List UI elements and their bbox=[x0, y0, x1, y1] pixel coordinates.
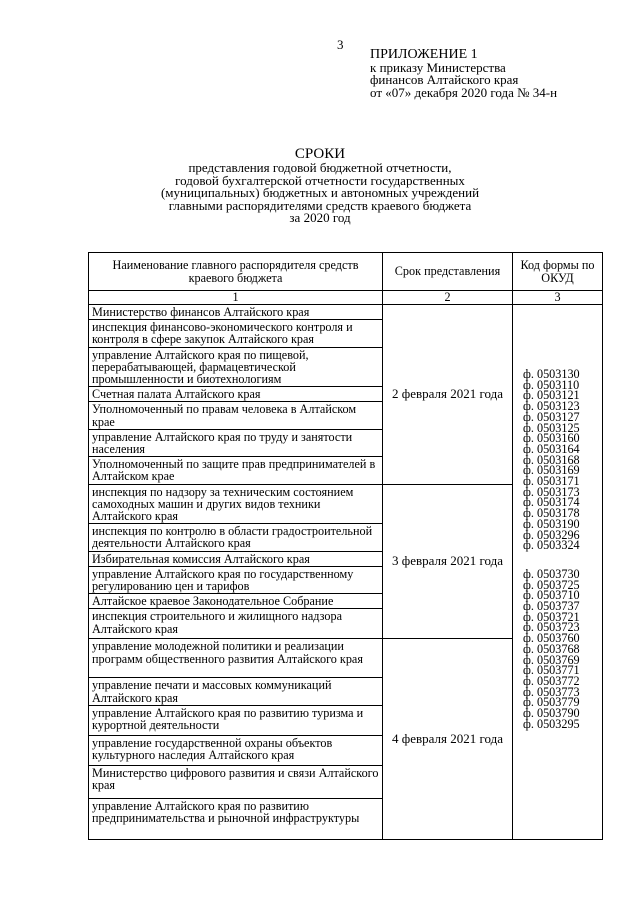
form-codes-group bbox=[523, 369, 599, 551]
form-code: ф. 0503160 bbox=[523, 431, 580, 446]
form-code: ф. 0503723 bbox=[523, 620, 580, 635]
table-row: Министерство цифрового развития и связи Алтайского края bbox=[89, 765, 383, 798]
form-codes-cell bbox=[513, 305, 603, 840]
form-code: ф. 0503725 bbox=[523, 577, 580, 592]
heading-line: главными распорядителями средств краевого бюджета bbox=[168, 197, 472, 213]
form-code: ф. 0503769 bbox=[523, 652, 580, 667]
form-code: ф. 0503164 bbox=[523, 441, 580, 456]
form-code: ф. 0503123 bbox=[523, 399, 580, 414]
form-code: ф. 0503779 bbox=[523, 695, 580, 710]
heading-main: СРОКИ bbox=[294, 146, 346, 162]
heading-line: (муниципальных) бюджетных и автономных учреждений bbox=[160, 185, 480, 201]
deadline-cell: 2 февраля 2021 года bbox=[383, 305, 513, 485]
form-code: ф. 0503773 bbox=[523, 684, 580, 699]
table-row: Министерство финансов Алтайского края bbox=[89, 305, 383, 320]
table-row: инспекция строительного и жилищного надзора Алтайского края bbox=[89, 609, 383, 639]
form-code: ф. 0503730 bbox=[523, 566, 580, 581]
table-row: Счетная палата Алтайского края bbox=[89, 387, 383, 402]
table-row: Избирательная комиссия Алтайского края bbox=[89, 551, 383, 566]
form-code: ф. 0503760 bbox=[523, 631, 580, 646]
table-row: инспекция финансово-экономического контроля и контроля в сфере закупок Алтайского края bbox=[89, 320, 383, 347]
table-row: инспекция по контролю в области градостроительной деятельности Алтайского края bbox=[89, 524, 383, 551]
form-code: ф. 0503296 bbox=[523, 527, 580, 542]
table-row: Уполномоченный по защите прав предпринимателей в Алтайском крае bbox=[89, 457, 383, 484]
table-row: управление Алтайского края по пищевой, перерабатывающей, фармацевтической промышленности и биотехнологиям bbox=[89, 347, 383, 387]
table-row: управление Алтайского края по труду и занятости населения bbox=[89, 429, 383, 456]
form-code: ф. 0503125 bbox=[523, 420, 580, 435]
form-code: ф. 0503771 bbox=[523, 663, 580, 678]
form-code: ф. 0503190 bbox=[523, 516, 580, 531]
form-code: ф. 0503110 bbox=[523, 377, 580, 392]
appendix-line: к приказу Министерства bbox=[370, 59, 506, 75]
form-code: ф. 0503173 bbox=[523, 484, 580, 499]
header-form-code: Код формы по ОКУД bbox=[513, 253, 603, 291]
form-code: ф. 0503127 bbox=[523, 409, 580, 424]
appendix-line: от «07» декабря 2020 года № 34-н bbox=[370, 84, 558, 100]
table-row: управление молодежной политики и реализации программ общественного развития Алтайского края bbox=[89, 639, 383, 678]
form-code: ф. 0503171 bbox=[523, 474, 580, 489]
form-code: ф. 0503324 bbox=[523, 538, 580, 553]
table-row: управление печати и массовых коммуникаций Алтайского края bbox=[89, 678, 383, 705]
form-code: ф. 0503710 bbox=[523, 588, 580, 603]
column-number: 3 bbox=[513, 291, 603, 305]
form-code: ф. 0503295 bbox=[523, 716, 580, 731]
form-code: ф. 0503790 bbox=[523, 706, 580, 721]
form-code: ф. 0503174 bbox=[523, 495, 580, 510]
heading-line: за 2020 год bbox=[289, 210, 351, 226]
appendix-line: финансов Алтайского края bbox=[370, 72, 519, 88]
heading-line: представления годовой бюджетной отчетности, bbox=[188, 160, 452, 175]
document-heading bbox=[0, 146, 640, 225]
form-code: ф. 0503121 bbox=[523, 388, 580, 403]
form-code: ф. 0503168 bbox=[523, 452, 580, 467]
heading-line: годовой бухгалтерской отчетности государственных bbox=[175, 172, 465, 188]
table-row: управление государственной охраны объектов культурного наследия Алтайского края bbox=[89, 735, 383, 765]
form-code: ф. 0503772 bbox=[523, 673, 580, 688]
column-number: 2 bbox=[383, 291, 513, 305]
form-codes-group bbox=[523, 566, 599, 731]
form-code: ф. 0503721 bbox=[523, 609, 580, 624]
deadline-cell: 4 февраля 2021 года bbox=[383, 639, 513, 839]
deadlines-table bbox=[88, 252, 603, 840]
form-code: ф. 0503178 bbox=[523, 506, 580, 521]
form-code: ф. 0503768 bbox=[523, 641, 580, 656]
table-row: инспекция по надзору за техническим состоянием самоходных машин и других видов техники Алтайского края bbox=[89, 484, 383, 524]
column-number: 1 bbox=[89, 291, 383, 305]
header-deadline: Срок представления bbox=[383, 253, 513, 291]
table-row: Алтайское краевое Законодательное Собрание bbox=[89, 594, 383, 609]
appendix-block bbox=[370, 49, 557, 99]
form-code: ф. 0503169 bbox=[523, 463, 580, 478]
form-code: ф. 0503130 bbox=[523, 367, 580, 381]
table-row: управление Алтайского края по развитию туризма и курортной деятельности bbox=[89, 705, 383, 735]
form-code: ф. 0503737 bbox=[523, 599, 580, 614]
table-row: управление Алтайского края по развитию предпринимательства и рыночной инфраструктуры bbox=[89, 798, 383, 839]
table-row: управление Алтайского края по государственному регулированию цен и тарифов bbox=[89, 566, 383, 593]
appendix-title: ПРИЛОЖЕНИЕ 1 bbox=[370, 47, 478, 62]
table-row: Уполномоченный по правам человека в Алтайском крае bbox=[89, 402, 383, 429]
header-organization: Наименование главного распорядителя средств краевого бюджета bbox=[89, 253, 383, 291]
page-number: 3 bbox=[337, 37, 344, 52]
deadline-cell: 3 февраля 2021 года bbox=[383, 484, 513, 639]
